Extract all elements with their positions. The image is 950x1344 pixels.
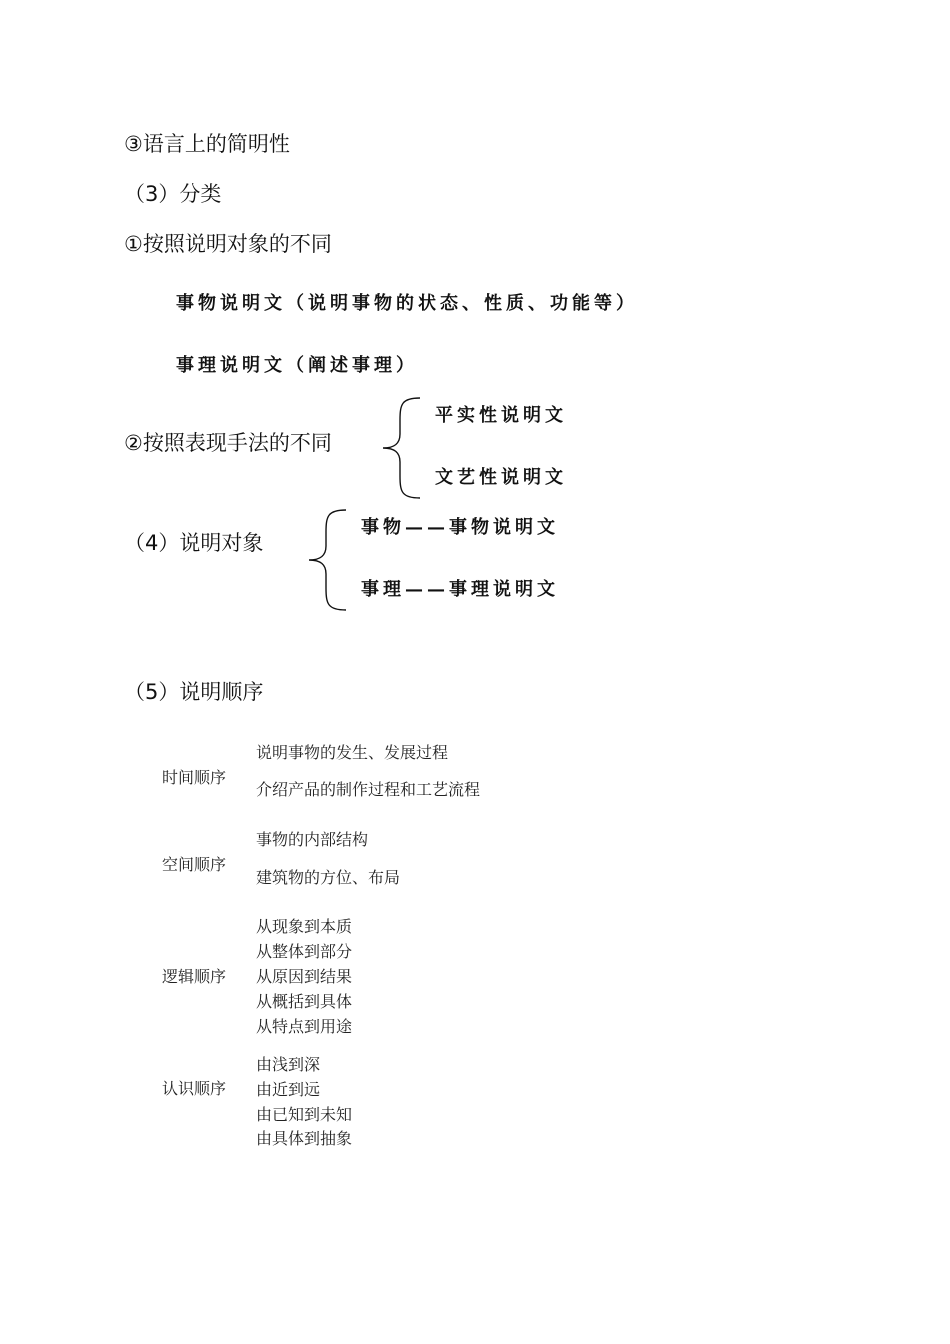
left-brace-technique — [380, 396, 424, 500]
order-item: 从特点到用途 — [256, 1017, 353, 1036]
heading-by-technique: ②按照表现手法的不同 — [124, 431, 332, 455]
order-name-logic: 逻辑顺序 — [162, 967, 227, 986]
heading-language-brevity: ③语言上的简明性 — [124, 132, 290, 156]
by-object-item-thing: 事物说明文（说明事物的状态、性质、功能等） — [176, 293, 638, 314]
order-name-time: 时间顺序 — [162, 768, 227, 787]
technique-item-literary: 文艺性说明文 — [435, 467, 567, 488]
order-item: 从整体到部分 — [256, 942, 353, 961]
heading-classification: （3）分类 — [124, 182, 222, 206]
order-item: 由具体到抽象 — [256, 1129, 353, 1148]
order-item: 由浅到深 — [256, 1055, 321, 1074]
by-object-item-reason: 事理说明文（阐述事理） — [176, 355, 418, 376]
object-item-thing: 事物——事物说明文 — [361, 517, 559, 538]
order-item: 介绍产品的制作过程和工艺流程 — [256, 780, 481, 799]
order-item: 从现象到本质 — [256, 917, 353, 936]
order-name-space: 空间顺序 — [162, 855, 227, 874]
order-item: 建筑物的方位、布局 — [256, 868, 401, 887]
order-item: 说明事物的发生、发展过程 — [256, 743, 449, 762]
heading-order: （5）说明顺序 — [124, 680, 264, 704]
order-item: 由已知到未知 — [256, 1105, 353, 1124]
order-item: 事物的内部结构 — [256, 830, 369, 849]
order-item: 从概括到具体 — [256, 992, 353, 1011]
heading-by-object: ①按照说明对象的不同 — [124, 232, 332, 256]
order-name-cognition: 认识顺序 — [162, 1079, 227, 1098]
order-item: 由近到远 — [256, 1080, 321, 1099]
object-item-reason: 事理——事理说明文 — [361, 579, 559, 600]
order-item: 从原因到结果 — [256, 967, 353, 986]
technique-item-plain: 平实性说明文 — [435, 405, 567, 426]
left-brace-objects — [306, 508, 350, 612]
heading-objects: （4）说明对象 — [124, 531, 264, 555]
